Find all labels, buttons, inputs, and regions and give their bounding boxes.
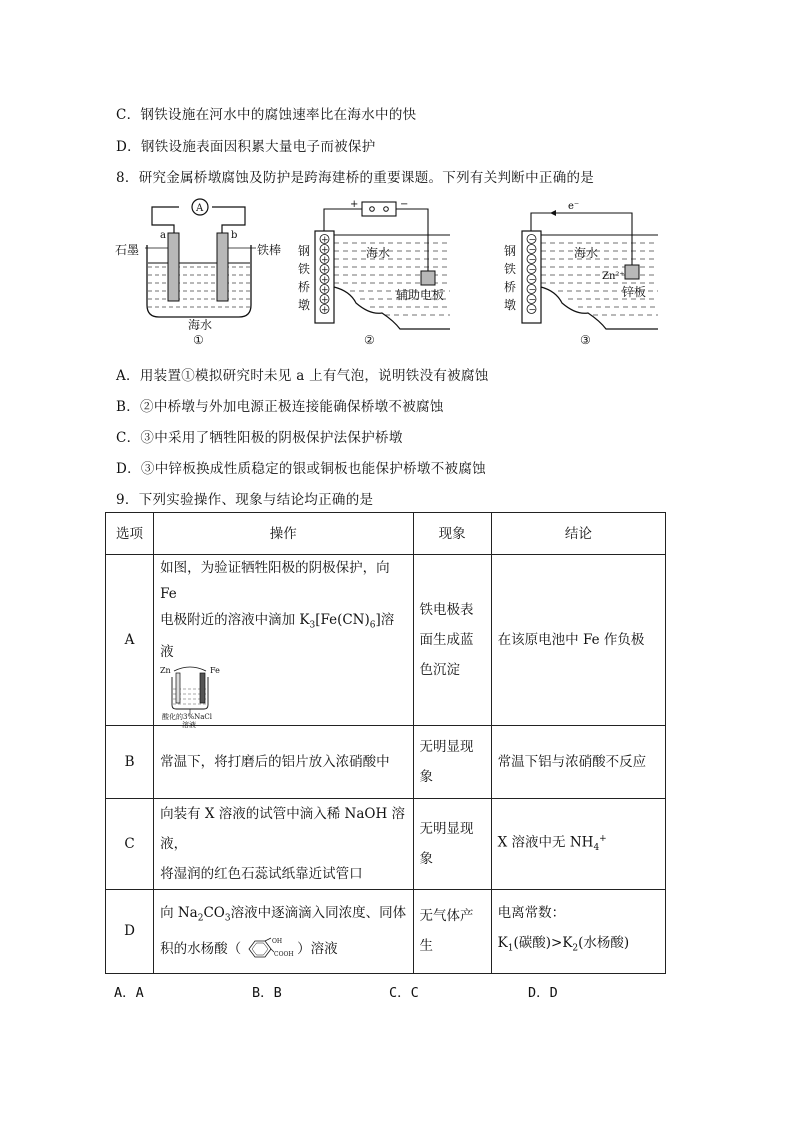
pier-label-3: 桥 bbox=[504, 280, 517, 294]
salicylic-acid-structure-icon bbox=[241, 937, 297, 961]
option-c-operation: 向装有 X 溶液的试管中滴入稀 NaOH 溶液， 将湿润的红色石蕊试纸靠近试管口 bbox=[154, 798, 413, 889]
table-row bbox=[106, 798, 666, 889]
option-b-phenomenon: 无明显现 象 bbox=[413, 725, 491, 798]
ammeter-label: A bbox=[196, 203, 204, 214]
power-source-icon bbox=[362, 202, 396, 216]
option-b-conclusion: 常温下铝与浓硝酸不反应 bbox=[491, 725, 665, 798]
seawater-label: 海水 bbox=[574, 246, 599, 260]
table-row bbox=[106, 889, 666, 973]
option-a-phenomenon: 铁电极表 面生成蓝 色沉淀 bbox=[413, 555, 491, 726]
q8-option-a: A．用装置①模拟研究时未见 a 上有气泡，说明铁没有被腐蚀 bbox=[116, 368, 489, 384]
pier-label-4: 墩 bbox=[504, 298, 517, 312]
electron-flow-arrow-icon bbox=[550, 210, 556, 216]
header-conclusion: 结论 bbox=[491, 513, 665, 555]
svg-text:+: + bbox=[321, 295, 329, 306]
option-a-conclusion: 在该原电池中 Fe 作负极 bbox=[491, 555, 665, 726]
svg-text:−: − bbox=[528, 305, 537, 316]
option-c-phenomenon: 无明显现 象 bbox=[413, 798, 491, 889]
graphite-label: 石墨 bbox=[115, 243, 140, 257]
figure-number: ② bbox=[364, 333, 375, 347]
answer-choice-d: D．D bbox=[528, 985, 558, 1001]
svg-text:−: − bbox=[528, 245, 537, 256]
header-phenomenon: 现象 bbox=[413, 513, 491, 555]
pier-label-1: 钢 bbox=[504, 244, 517, 258]
option-c-label: C bbox=[106, 798, 154, 889]
seawater-label: 海水 bbox=[366, 246, 391, 260]
svg-text:溶液: 溶液 bbox=[182, 720, 197, 729]
q8-option-b: B．②中桥墩与外加电源正极连接能确保桥墩不被腐蚀 bbox=[116, 399, 444, 415]
answer-choice-c: C．C bbox=[389, 985, 419, 1001]
electrode-a-label: a bbox=[160, 230, 166, 241]
q8-option-d: D．③中锌板换成性质稳定的银或铜板也能保护桥墩不被腐蚀 bbox=[116, 461, 486, 477]
seawater-label: 海水 bbox=[188, 318, 213, 332]
pier-label-2: 铁 bbox=[298, 262, 311, 276]
pier-label-1: 钢 bbox=[298, 244, 311, 258]
header-option: 选项 bbox=[106, 513, 154, 555]
option-d-phenomenon: 无气体产 生 bbox=[413, 889, 491, 973]
table-row bbox=[106, 555, 666, 726]
figure-2-impressed-current bbox=[290, 195, 450, 347]
q9-table bbox=[105, 512, 666, 974]
svg-text:Zn: Zn bbox=[160, 665, 171, 675]
iron-rod-label: 铁棒 bbox=[257, 243, 282, 257]
q8-option-c: C．③中采用了牺牲阳极的阴极保护法保护桥墩 bbox=[116, 430, 403, 446]
answer-choice-b: B．B bbox=[252, 985, 282, 1001]
option-d-label: D bbox=[106, 889, 154, 973]
option-b-operation: 常温下，将打磨后的铝片放入浓硝酸中 bbox=[154, 725, 413, 798]
figure-number: ① bbox=[193, 333, 204, 347]
table-row bbox=[106, 725, 666, 798]
zinc-plate-label: 锌板 bbox=[622, 285, 647, 299]
figure-number: ③ bbox=[580, 333, 591, 347]
svg-text:OH: OH bbox=[272, 938, 283, 946]
header-operation: 操作 bbox=[154, 513, 413, 555]
svg-text:−: − bbox=[528, 275, 537, 286]
q7-option-c: C．钢铁设施在河水中的腐蚀速率比在海水中的快 bbox=[116, 107, 417, 123]
svg-text:酸化的3%NaCl: 酸化的3%NaCl bbox=[162, 712, 213, 721]
pier-label-3: 桥 bbox=[298, 280, 311, 294]
option-a-label: A bbox=[106, 555, 154, 726]
svg-text:+: + bbox=[321, 285, 329, 296]
svg-text:+: + bbox=[321, 265, 329, 276]
svg-text:−: − bbox=[528, 255, 537, 266]
electrode-b-label: b bbox=[231, 230, 238, 241]
positive-terminal: + bbox=[350, 199, 359, 210]
option-a-operation: 如图，为验证牺牲阳极的阴极保护，向 Fe 电极附近的溶液中滴加 $K_3[Fe(CN)_6]$溶液 Zn Fe 酸化的3%NaCl 溶液 bbox=[154, 555, 413, 726]
pier-charges bbox=[320, 235, 329, 316]
electron-label: e⁻ bbox=[568, 201, 580, 212]
svg-text:−: − bbox=[528, 285, 537, 296]
svg-text:−: − bbox=[528, 235, 537, 246]
auxiliary-electrode-label: 辅助电板 bbox=[396, 288, 445, 302]
figure-1-electrolysis-cell bbox=[112, 195, 282, 347]
svg-text:+: + bbox=[321, 275, 329, 286]
pier-charges bbox=[527, 235, 536, 316]
svg-text:+: + bbox=[321, 245, 329, 256]
svg-text:COOH: COOH bbox=[274, 951, 294, 959]
svg-text:−: − bbox=[528, 265, 537, 276]
option-c-conclusion: X 溶液中无 $NH_4^+$ bbox=[491, 798, 665, 889]
negative-terminal: − bbox=[400, 199, 409, 210]
answer-choice-a: A．A bbox=[114, 985, 144, 1001]
galvanic-cell-diagram bbox=[160, 665, 240, 729]
option-d-conclusion: 电离常数： $K_1$(碳酸)$>K_2$(水杨酸) bbox=[491, 889, 665, 973]
svg-text:Fe: Fe bbox=[210, 665, 220, 675]
zinc-ion-label: Zn²⁺ bbox=[602, 271, 625, 282]
pier-label-4: 墩 bbox=[298, 298, 311, 312]
svg-text:+: + bbox=[321, 235, 329, 246]
option-d-operation: 向 $Na_2CO_3$溶液中逐滴滴入同浓度、同体 积的水杨酸（ OH COOH ）溶液 bbox=[154, 889, 413, 973]
option-b-label: B bbox=[106, 725, 154, 798]
q9-stem: 9．下列实验操作、现象与结论均正确的是 bbox=[116, 492, 374, 508]
svg-text:−: − bbox=[528, 295, 537, 306]
svg-text:+: + bbox=[321, 305, 329, 316]
svg-text:+: + bbox=[321, 255, 329, 266]
q8-stem: 8．研究金属桥墩腐蚀及防护是跨海建桥的重要课题。下列有关判断中正确的是 bbox=[116, 170, 595, 186]
figure-3-sacrificial-anode bbox=[498, 195, 658, 347]
pier-label-2: 铁 bbox=[504, 262, 517, 276]
table-header-row bbox=[106, 513, 666, 555]
q7-option-d: D．钢铁设施表面因积累大量电子而被保护 bbox=[116, 139, 376, 155]
